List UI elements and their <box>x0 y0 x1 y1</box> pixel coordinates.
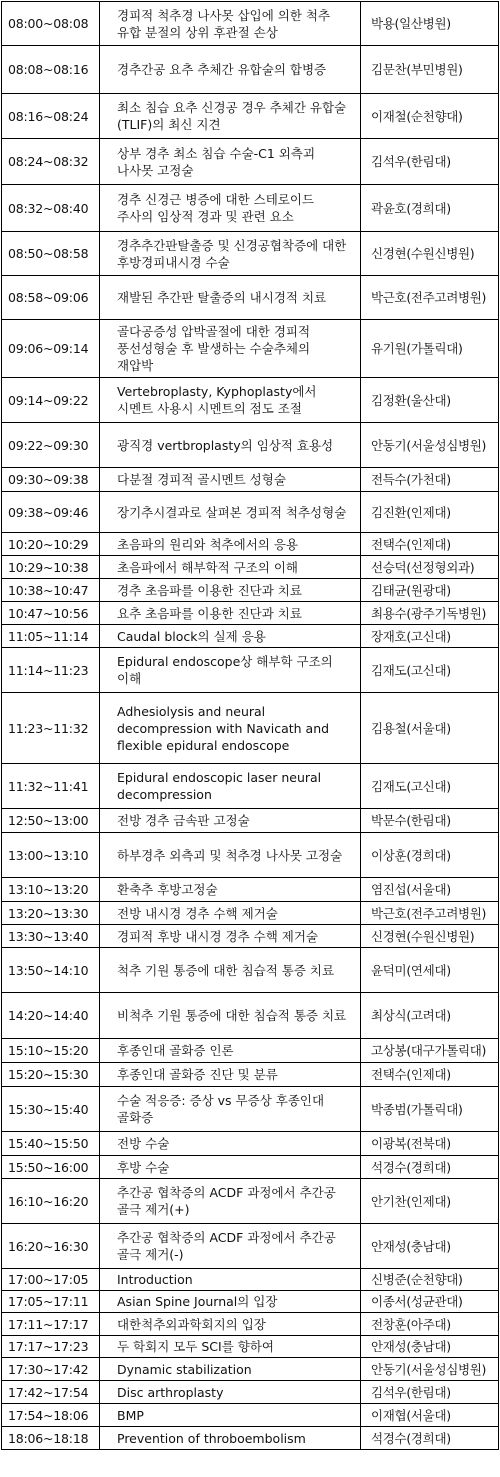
table-row <box>2 1404 499 1427</box>
topic-cell: 재발된 추간판 탈출증의 내시경적 치료 <box>100 276 361 320</box>
speaker-cell: 안재성(충남대) <box>361 1224 499 1269</box>
topic-cell: 경추추간판탈출증 및 신경공협착증에 대한 후방경피내시경 수술 <box>100 232 361 276</box>
speaker-cell: 곽윤호(경희대) <box>361 185 499 232</box>
topic-cell: 골다공증성 압박골절에 대한 경피적 풍선성형술 후 발생하는 수술추체의 재압박 <box>100 320 361 378</box>
topic-cell: 광직경 vertbroplasty의 임상적 효용성 <box>100 423 361 468</box>
table-row <box>2 492 499 533</box>
topic-cell: 후종인대 골화증 인론 <box>100 1039 361 1063</box>
table-row <box>2 1132 499 1156</box>
time-cell: 08:58~09:06 <box>2 276 100 320</box>
time-cell: 17:00~17:05 <box>2 1269 100 1291</box>
time-cell: 08:32~08:40 <box>2 185 100 232</box>
table-row <box>2 46 499 94</box>
table-row <box>2 809 499 833</box>
time-cell: 15:40~15:50 <box>2 1132 100 1156</box>
time-cell: 09:30~09:38 <box>2 468 100 492</box>
time-cell: 12:50~13:00 <box>2 809 100 833</box>
topic-cell: 초음파의 원리와 척추에서의 응용 <box>100 533 361 556</box>
topic-cell: 대한척추외과학회지의 입장 <box>100 1313 361 1336</box>
topic-cell: Introduction <box>100 1269 361 1291</box>
speaker-cell: 김석우(한림대) <box>361 139 499 185</box>
topic-cell: Vertebroplasty, Kyphoplasty에서 시멘트 사용시 시멘트의 점도 조절 <box>100 378 361 423</box>
table-row <box>2 2 499 46</box>
table-row <box>2 185 499 232</box>
speaker-cell: 이재철(순천향대) <box>361 94 499 139</box>
time-cell: 15:20~15:30 <box>2 1063 100 1087</box>
time-cell: 13:50~14:10 <box>2 948 100 993</box>
speaker-cell: 전택수(인제대) <box>361 1063 499 1087</box>
time-cell: 17:11~17:17 <box>2 1313 100 1336</box>
topic-cell: 초음파에서 해부학적 구조의 이해 <box>100 556 361 579</box>
table-row <box>2 625 499 648</box>
time-cell: 10:47~10:56 <box>2 602 100 625</box>
speaker-cell: 김태균(원광대) <box>361 579 499 602</box>
table-row <box>2 232 499 276</box>
topic-cell: 경추 신경근 병증에 대한 스테로이드 주사의 임상적 경과 및 관련 요소 <box>100 185 361 232</box>
speaker-cell: 김진환(인제대) <box>361 492 499 533</box>
topic-cell: Prevention of throboembolism <box>100 1427 361 1450</box>
speaker-cell: 전창훈(아주대) <box>361 1313 499 1336</box>
schedule-body <box>2 2 499 1450</box>
table-row <box>2 1358 499 1381</box>
table-row <box>2 276 499 320</box>
table-row <box>2 556 499 579</box>
speaker-cell: 신병준(순천향대) <box>361 1269 499 1291</box>
time-cell: 10:38~10:47 <box>2 579 100 602</box>
table-row <box>2 1039 499 1063</box>
topic-cell: 전방 내시경 경추 수핵 제거술 <box>100 902 361 925</box>
speaker-cell: 김정환(울산대) <box>361 378 499 423</box>
speaker-cell: 신경현(수원신병원) <box>361 232 499 276</box>
time-cell: 11:32~11:41 <box>2 764 100 809</box>
speaker-cell: 김문찬(부민병원) <box>361 46 499 94</box>
time-cell: 09:14~09:22 <box>2 378 100 423</box>
topic-cell: 경피적 후방 내시경 경추 수핵 제거술 <box>100 925 361 948</box>
topic-cell: 추간공 협착증의 ACDF 과정에서 추간공 골극 제거(+) <box>100 1179 361 1224</box>
topic-cell: 하부경추 외측괴 및 척추경 나사못 고정술 <box>100 833 361 878</box>
time-cell: 18:06~18:18 <box>2 1427 100 1450</box>
time-cell: 14:20~14:40 <box>2 993 100 1039</box>
table-row <box>2 1063 499 1087</box>
speaker-cell: 김재도(고신대) <box>361 764 499 809</box>
time-cell: 13:30~13:40 <box>2 925 100 948</box>
time-cell: 10:29~10:38 <box>2 556 100 579</box>
speaker-cell: 김용철(서울대) <box>361 693 499 764</box>
topic-cell: 척추 기원 통증에 대한 침습적 통증 치료 <box>100 948 361 993</box>
time-cell: 13:00~13:10 <box>2 833 100 878</box>
speaker-cell: 윤덕미(연세대) <box>361 948 499 993</box>
speaker-cell: 이재협(서울대) <box>361 1404 499 1427</box>
speaker-cell: 유기원(가톨릭대) <box>361 320 499 378</box>
table-row <box>2 423 499 468</box>
time-cell: 11:23~11:32 <box>2 693 100 764</box>
table-row <box>2 468 499 492</box>
speaker-cell: 안기찬(인제대) <box>361 1179 499 1224</box>
speaker-cell: 박근호(전주고려병원) <box>361 902 499 925</box>
time-cell: 16:10~16:20 <box>2 1179 100 1224</box>
speaker-cell: 염진섭(서울대) <box>361 878 499 902</box>
speaker-cell: 박종범(가톨릭대) <box>361 1087 499 1132</box>
topic-cell: 전방 경추 금속판 고정술 <box>100 809 361 833</box>
time-cell: 15:50~16:00 <box>2 1156 100 1179</box>
speaker-cell: 김석우(한림대) <box>361 1381 499 1404</box>
topic-cell: 후방 수술 <box>100 1156 361 1179</box>
time-cell: 09:06~09:14 <box>2 320 100 378</box>
table-row <box>2 1224 499 1269</box>
table-row <box>2 925 499 948</box>
topic-cell: Dynamic stabilization <box>100 1358 361 1381</box>
speaker-cell: 석경수(경희대) <box>361 1156 499 1179</box>
time-cell: 09:22~09:30 <box>2 423 100 468</box>
topic-cell: 환축추 후방고정술 <box>100 878 361 902</box>
speaker-cell: 박용(일산병원) <box>361 2 499 46</box>
topic-cell: 수술 적응증: 증상 vs 무증상 후종인대 골화증 <box>100 1087 361 1132</box>
topic-cell: 비척추 기원 통증에 대한 침습적 통증 치료 <box>100 993 361 1039</box>
speaker-cell: 안동기(서울성심병원) <box>361 1358 499 1381</box>
topic-cell: 전방 수술 <box>100 1132 361 1156</box>
topic-cell: 두 학회지 모두 SCI를 향하여 <box>100 1336 361 1358</box>
topic-cell: 최소 침습 요추 신경공 경우 추체간 유합술(TLIF)의 최신 지견 <box>100 94 361 139</box>
table-row <box>2 902 499 925</box>
time-cell: 17:30~17:42 <box>2 1358 100 1381</box>
topic-cell: 다분절 경피적 골시멘트 성형술 <box>100 468 361 492</box>
time-cell: 15:30~15:40 <box>2 1087 100 1132</box>
table-row <box>2 1087 499 1132</box>
table-row <box>2 1269 499 1291</box>
speaker-cell: 장재호(고신대) <box>361 625 499 648</box>
time-cell: 09:38~09:46 <box>2 492 100 533</box>
table-row <box>2 948 499 993</box>
speaker-cell: 안재성(충남대) <box>361 1336 499 1358</box>
table-row <box>2 1381 499 1404</box>
table-row <box>2 94 499 139</box>
time-cell: 17:54~18:06 <box>2 1404 100 1427</box>
table-row <box>2 602 499 625</box>
time-cell: 17:05~17:11 <box>2 1291 100 1313</box>
time-cell: 10:20~10:29 <box>2 533 100 556</box>
speaker-cell: 최용수(광주기독병원) <box>361 602 499 625</box>
time-cell: 08:16~08:24 <box>2 94 100 139</box>
topic-cell: 추간공 협착증의 ACDF 과정에서 추간공 골극 제거(-) <box>100 1224 361 1269</box>
table-row <box>2 764 499 809</box>
speaker-cell: 전득수(가천대) <box>361 468 499 492</box>
topic-cell: 후종인대 골화증 진단 및 분류 <box>100 1063 361 1087</box>
time-cell: 15:10~15:20 <box>2 1039 100 1063</box>
table-row <box>2 833 499 878</box>
speaker-cell: 고상봉(대구가톨릭대) <box>361 1039 499 1063</box>
time-cell: 17:42~17:54 <box>2 1381 100 1404</box>
topic-cell: Disc arthroplasty <box>100 1381 361 1404</box>
time-cell: 08:08~08:16 <box>2 46 100 94</box>
time-cell: 13:20~13:30 <box>2 902 100 925</box>
table-row <box>2 1179 499 1224</box>
time-cell: 17:17~17:23 <box>2 1336 100 1358</box>
table-row <box>2 1427 499 1450</box>
time-cell: 16:20~16:30 <box>2 1224 100 1269</box>
topic-cell: 경추 초음파를 이용한 진단과 치료 <box>100 579 361 602</box>
topic-cell: Caudal block의 실제 응용 <box>100 625 361 648</box>
speaker-cell: 선승덕(선정형외과) <box>361 556 499 579</box>
table-row <box>2 579 499 602</box>
table-row <box>2 648 499 693</box>
topic-cell: Asian Spine Journal의 입장 <box>100 1291 361 1313</box>
speaker-cell: 전택수(인제대) <box>361 533 499 556</box>
table-row <box>2 878 499 902</box>
speaker-cell: 이상훈(경희대) <box>361 833 499 878</box>
time-cell: 11:05~11:14 <box>2 625 100 648</box>
table-row <box>2 320 499 378</box>
time-cell: 08:24~08:32 <box>2 139 100 185</box>
speaker-cell: 석경수(경희대) <box>361 1427 499 1450</box>
table-row <box>2 378 499 423</box>
topic-cell: 경추간공 요추 추체간 유합술의 합병증 <box>100 46 361 94</box>
time-cell: 11:14~11:23 <box>2 648 100 693</box>
table-row <box>2 993 499 1039</box>
topic-cell: 장기추시결과로 살펴본 경피적 척추성형술 <box>100 492 361 533</box>
topic-cell: Epidural endoscopic laser neural decompression <box>100 764 361 809</box>
speaker-cell: 김재도(고신대) <box>361 648 499 693</box>
speaker-cell: 안동기(서울성심병원) <box>361 423 499 468</box>
speaker-cell: 이광복(전북대) <box>361 1132 499 1156</box>
speaker-cell: 최상식(고려대) <box>361 993 499 1039</box>
speaker-cell: 박근호(전주고려병원) <box>361 276 499 320</box>
table-row <box>2 1336 499 1358</box>
table-row <box>2 1313 499 1336</box>
topic-cell: Adhesiolysis and neural decompression with Navicath and flexible epidural endoscope <box>100 693 361 764</box>
table-row <box>2 533 499 556</box>
time-cell: 08:00~08:08 <box>2 2 100 46</box>
topic-cell: Epidural endoscope상 해부학 구조의 이해 <box>100 648 361 693</box>
speaker-cell: 박문수(한림대) <box>361 809 499 833</box>
speaker-cell: 이종서(성균관대) <box>361 1291 499 1313</box>
table-row <box>2 139 499 185</box>
table-row <box>2 693 499 764</box>
topic-cell: BMP <box>100 1404 361 1427</box>
time-cell: 13:10~13:20 <box>2 878 100 902</box>
time-cell: 08:50~08:58 <box>2 232 100 276</box>
table-row <box>2 1156 499 1179</box>
topic-cell: 경피적 척추경 나사못 삽입에 의한 척추 유합 분절의 상위 후관절 손상 <box>100 2 361 46</box>
topic-cell: 요추 초음파를 이용한 진단과 치료 <box>100 602 361 625</box>
schedule-table <box>1 1 499 1450</box>
topic-cell: 상부 경추 최소 침습 수술-C1 외측괴 나사못 고정술 <box>100 139 361 185</box>
speaker-cell: 신경현(수원신병원) <box>361 925 499 948</box>
table-row <box>2 1291 499 1313</box>
